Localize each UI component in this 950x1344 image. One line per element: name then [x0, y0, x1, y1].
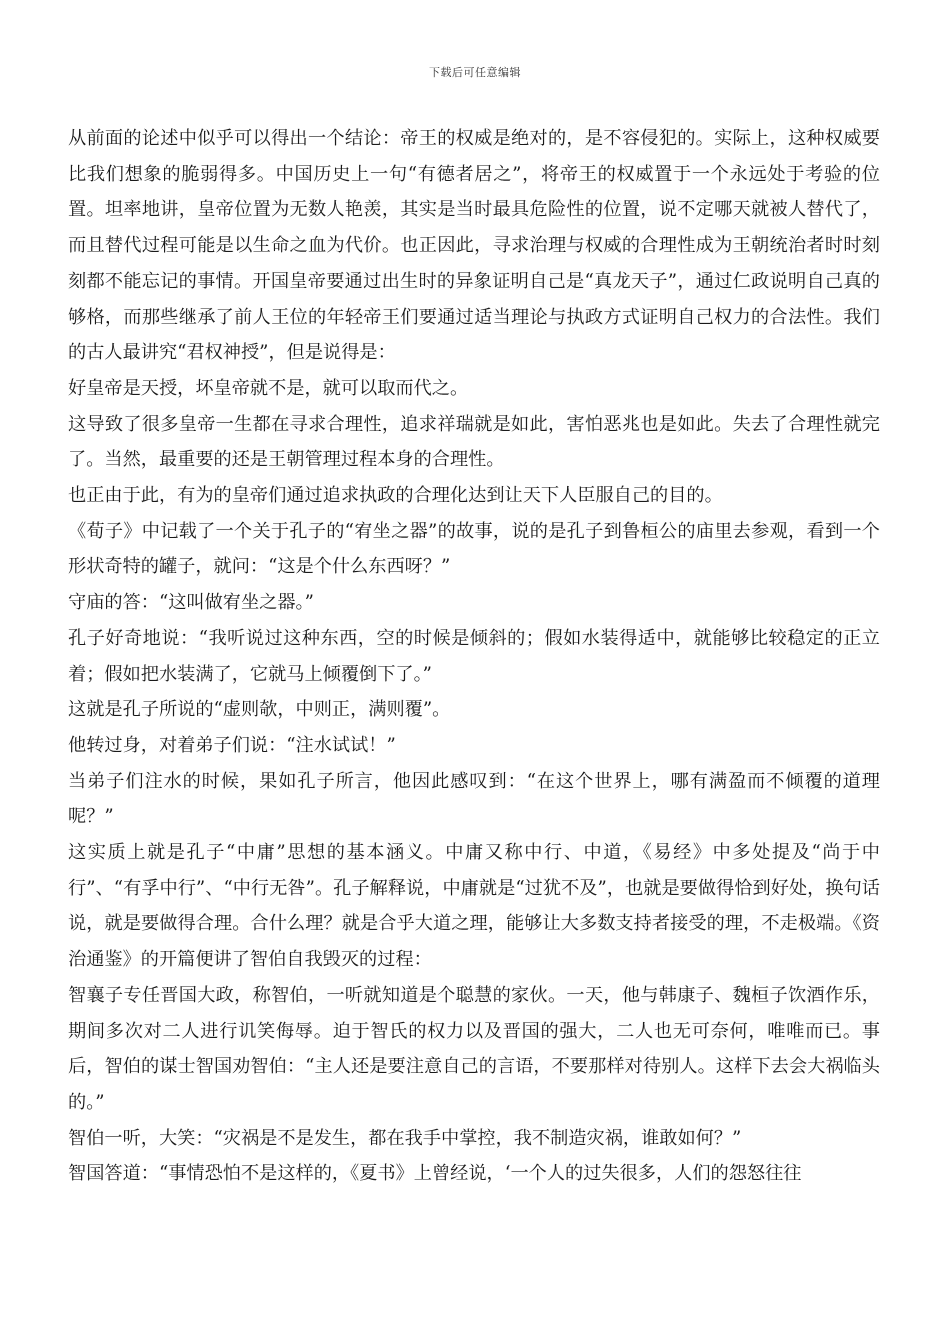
paragraph: 孔子好奇地说：“我听说过这种东西，空的时候是倾斜的；假如水装得适中，就能够比较稳定的正立着；假如把水装满了，它就马上倾覆倒下了。”: [68, 627, 880, 685]
paragraph: 智伯一听，大笑：“灾祸是不是发生，都在我手中掌控，我不制造灾祸，谁敢如何？”: [68, 1127, 742, 1149]
paragraph: 守庙的答：“这叫做宥坐之器。”: [68, 592, 314, 614]
paragraph: 当弟子们注水的时候，果如孔子所言，他因此感叹到：“在这个世界上，哪有满盈而不倾覆的道理呢？”: [68, 770, 880, 828]
paragraph: 他转过身，对着弟子们说：“注水试试！”: [68, 734, 396, 756]
paragraph: 这实质上就是孔子“中庸”思想的基本涵义。中庸又称中行、中道，《易经》中多处提及“尚于中行”、“有孚中行”、“中行无咎”。孔子解释说，中庸就是“过犹不及”，也就是要做得恰到好处，换句话说，就是要做得合理。合什么理？就是合乎大道之理，能够让大多数支持者接受的理，不走极端。《资治通鉴》的开篇便讲了智伯自我毁灭的过程：: [68, 842, 880, 971]
document-body: [68, 121, 880, 1192]
paragraph: 也正由于此，有为的皇帝们通过追求执政的合理化达到让天下人臣服自己的目的。: [68, 485, 723, 507]
paragraph: 这就是孔子所说的“虚则欹，中则正，满则覆”。: [68, 699, 451, 721]
paragraph: 智国答道：“事情恐怕不是这样的，《夏书》上曾经说，‘一个人的过失很多，人们的怨怒往往: [68, 1163, 802, 1185]
paragraph: 《荀子》中记载了一个关于孔子的“宥坐之器”的故事，说的是孔子到鲁桓公的庙里去参观，看到一个形状奇特的罐子，就问：“这是个什么东西呀？”: [68, 520, 880, 578]
paragraph: 好皇帝是天授，坏皇帝就不是，就可以取而代之。: [68, 377, 469, 399]
paragraph: 这导致了很多皇帝一生都在寻求合理性，追求祥瑞就是如此，害怕恶兆也是如此。失去了合理性就完了。当然，最重要的还是王朝管理过程本身的合理性。: [68, 413, 880, 471]
paragraph: 从前面的论述中似乎可以得出一个结论：帝王的权威是绝对的，是不容侵犯的。实际上，这种权威要比我们想象的脆弱得多。中国历史上一句“有德者居之”，将帝王的权威置于一个永远处于考验的位置。坦率地讲，皇帝位置为无数人艳羡，其实是当时最具危险性的位置，说不定哪天就被人替代了，而且替代过程可能是以生命之血为代价。也正因此，寻求治理与权威的合理性成为王朝统治者时时刻刻都不能忘记的事情。开国皇帝要通过出生时的异象证明自己是“真龙天子”，通过仁政说明自己真的够格，而那些继承了前人王位的年轻帝王们要通过适当理论与执政方式证明自己权力的合法性。我们的古人最讲究“君权神授”，但是说得是：: [68, 128, 880, 364]
paragraph: 智襄子专任晋国大政，称智伯，一听就知道是个聪慧的家伙。一天，他与韩康子、魏桓子饮酒作乐，期间多次对二人进行讥笑侮辱。迫于智氏的权力以及晋国的强大，二人也无可奈何，唯唯而已。事后，智伯的谋士智国劝智伯：“主人还是要注意自己的言语，不要那样对待别人。这样下去会大祸临头的。”: [68, 984, 880, 1113]
page-header: 下载后可任意编辑: [429, 66, 521, 79]
